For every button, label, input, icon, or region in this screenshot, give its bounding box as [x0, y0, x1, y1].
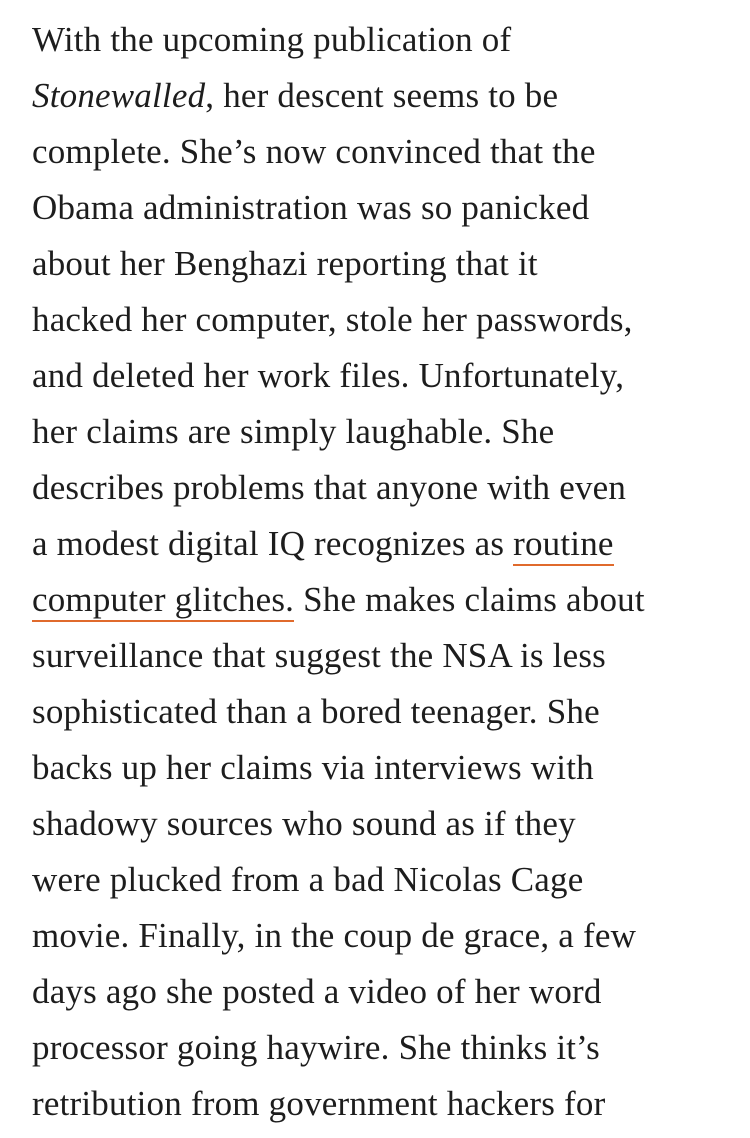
text-line: complete. She’s now convinced that the — [32, 132, 596, 171]
text-line: shadowy sources who sound as if they — [32, 804, 576, 843]
text-segment: , her descent seems to be — [205, 76, 559, 115]
text-line: movie. Finally, in the coup de grace, a few — [32, 916, 637, 955]
text-line: With the upcoming publication of — [32, 20, 512, 59]
text-line: describes problems that anyone with even — [32, 468, 627, 507]
text-line — [32, 572, 732, 628]
article-link-routine-glitches[interactable]: routine — [513, 524, 614, 566]
text-line: retribution from government hackers for — [32, 1084, 606, 1123]
text-line: and deleted her work files. Unfortunately, — [32, 356, 625, 395]
text-segment: a modest digital IQ recognizes as — [32, 524, 514, 563]
text-line: sophisticated than a bored teenager. She — [32, 692, 600, 731]
article-link-routine-glitches-cont[interactable]: computer glitches. — [32, 580, 294, 622]
text-line: her claims are simply laughable. She — [32, 412, 555, 451]
article-body — [32, 12, 732, 1132]
text-line — [32, 516, 732, 572]
text-line: processor going haywire. She thinks it’s — [32, 1028, 600, 1067]
text-line: were plucked from a bad Nicolas Cage — [32, 860, 584, 899]
text-line: hacked her computer, stole her passwords, — [32, 300, 633, 339]
text-line — [32, 68, 732, 124]
text-line: backs up her claims via interviews with — [32, 748, 594, 787]
text-line: Obama administration was so panicked — [32, 188, 590, 227]
text-line: surveillance that suggest the NSA is less — [32, 636, 606, 675]
book-title: Stonewalled — [32, 76, 206, 115]
text-line: about her Benghazi reporting that it — [32, 244, 538, 283]
text-line: days ago she posted a video of her word — [32, 972, 602, 1011]
text-segment: She makes claims about — [294, 580, 645, 619]
